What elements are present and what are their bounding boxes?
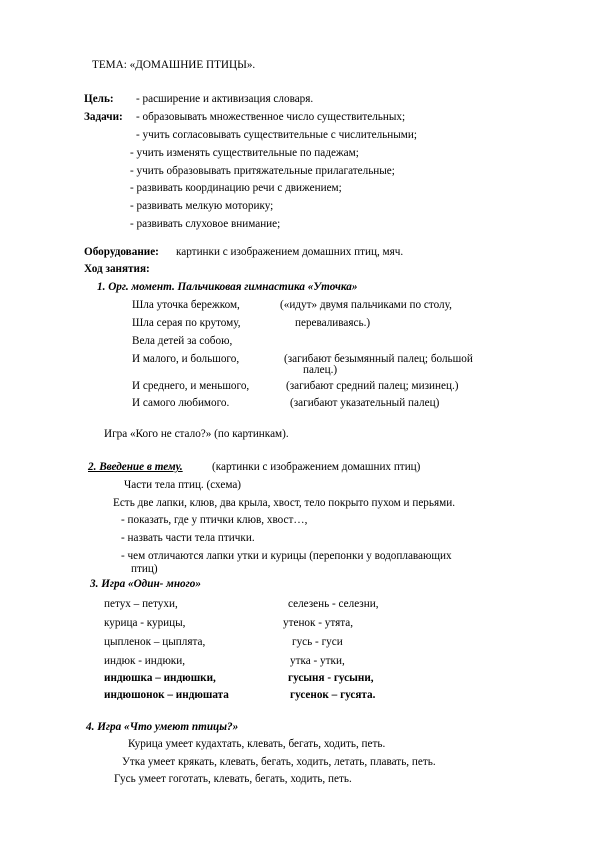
verse-note: («идут» двумя пальчиками по столу, — [280, 299, 452, 311]
task-item: - развивать координацию речи с движением; — [130, 182, 342, 194]
section2-heading: 2. Введение в тему. — [88, 461, 183, 473]
task-item: - развивать слуховое внимание; — [130, 218, 281, 230]
verse-note: (загибают средний палец; мизинец.) — [286, 380, 459, 392]
section2-line: птиц) — [131, 563, 158, 575]
section4-line: Курица умеет кудахтать, клевать, бегать, ходить, петь. — [128, 738, 386, 750]
task-item: - учить изменять существительные по падежам; — [130, 147, 359, 159]
verse-note: (загибают указательный палец) — [290, 397, 440, 409]
pair-right: гусь - гуси — [292, 636, 343, 648]
pair-right: гусенок – гусята. — [290, 689, 376, 701]
verse-note: (загибают безымянный палец; большой — [284, 353, 473, 365]
pair-right: селезень - селезни, — [288, 598, 379, 610]
section2-line: Есть две лапки, клюв, два крыла, хвост, тело покрыто пухом и перьями. — [113, 497, 456, 509]
task-item: - учить согласовывать существительные с числительными; — [136, 129, 417, 141]
section4-line: Утка умеет крякать, клевать, бегать, ходить, летать, плавать, петь. — [122, 756, 436, 768]
verse-line: Вела детей за собою, — [132, 335, 233, 347]
section4-heading: 4. Игра «Что умеют птицы?» — [86, 721, 239, 733]
goal-label: Цель: — [84, 93, 114, 105]
goal-text: - расширение и активизация словаря. — [136, 93, 314, 105]
verse-line: Шла серая по крутому, — [132, 317, 241, 329]
section4-line: Гусь умеет гоготать, клевать, бегать, ходить, петь. — [114, 773, 352, 785]
pair-left: индюшка – индюшки, — [104, 672, 216, 684]
tasks-label: Задачи: — [84, 111, 123, 123]
pair-right: утенок - утята, — [283, 617, 354, 629]
equipment-text: картинки с изображением домашних птиц, мяч. — [176, 246, 404, 258]
section2-heading-note: (картинки с изображением домашних птиц) — [212, 461, 421, 473]
task-item: - образовывать множественное число существительных; — [136, 111, 406, 123]
pair-left: петух – петухи, — [104, 598, 178, 610]
task-item: - учить образовывать притяжательные прилагательные; — [130, 165, 395, 177]
pair-left: индюк - индюки, — [104, 655, 186, 667]
topic-title: ТЕМА: «ДОМАШНИЕ ПТИЦЫ». — [92, 59, 256, 71]
section2-line: - показать, где у птички клюв, хвост…, — [121, 514, 308, 526]
verse-line: И самого любимого. — [132, 397, 230, 409]
pair-right: гусыня - гусыни, — [288, 672, 374, 684]
verse-note: палец.) — [303, 364, 338, 376]
section2-line: Части тела птиц. (схема) — [124, 479, 242, 491]
verse-note: переваливаясь.) — [295, 317, 371, 329]
section2-line: - чем отличаются лапки утки и курицы (перепонки у водоплавающих — [121, 550, 452, 562]
verse-line: И малого, и большого, — [132, 353, 240, 365]
section3-heading: 3. Игра «Один- много» — [90, 578, 201, 590]
section1-game: Игра «Кого не стало?» (по картинкам). — [104, 428, 289, 440]
section1-heading: 1. Орг. момент. Пальчиковая гимнастика «Уточка» — [97, 281, 358, 293]
pair-left: индюшонок – индюшата — [104, 689, 229, 701]
pair-left: цыпленок – цыплята, — [104, 636, 206, 648]
verse-line: И среднего, и меньшого, — [132, 380, 250, 392]
pair-right: утка - утки, — [290, 655, 345, 667]
section2-line: - назвать части тела птички. — [121, 532, 255, 544]
pair-left: курица - курицы, — [104, 617, 186, 629]
equipment-label: Оборудование: — [84, 246, 159, 258]
verse-line: Шла уточка бережком, — [132, 299, 240, 311]
task-item: - развивать мелкую моторику; — [130, 200, 274, 212]
lesson-heading: Ход занятия: — [84, 263, 150, 275]
